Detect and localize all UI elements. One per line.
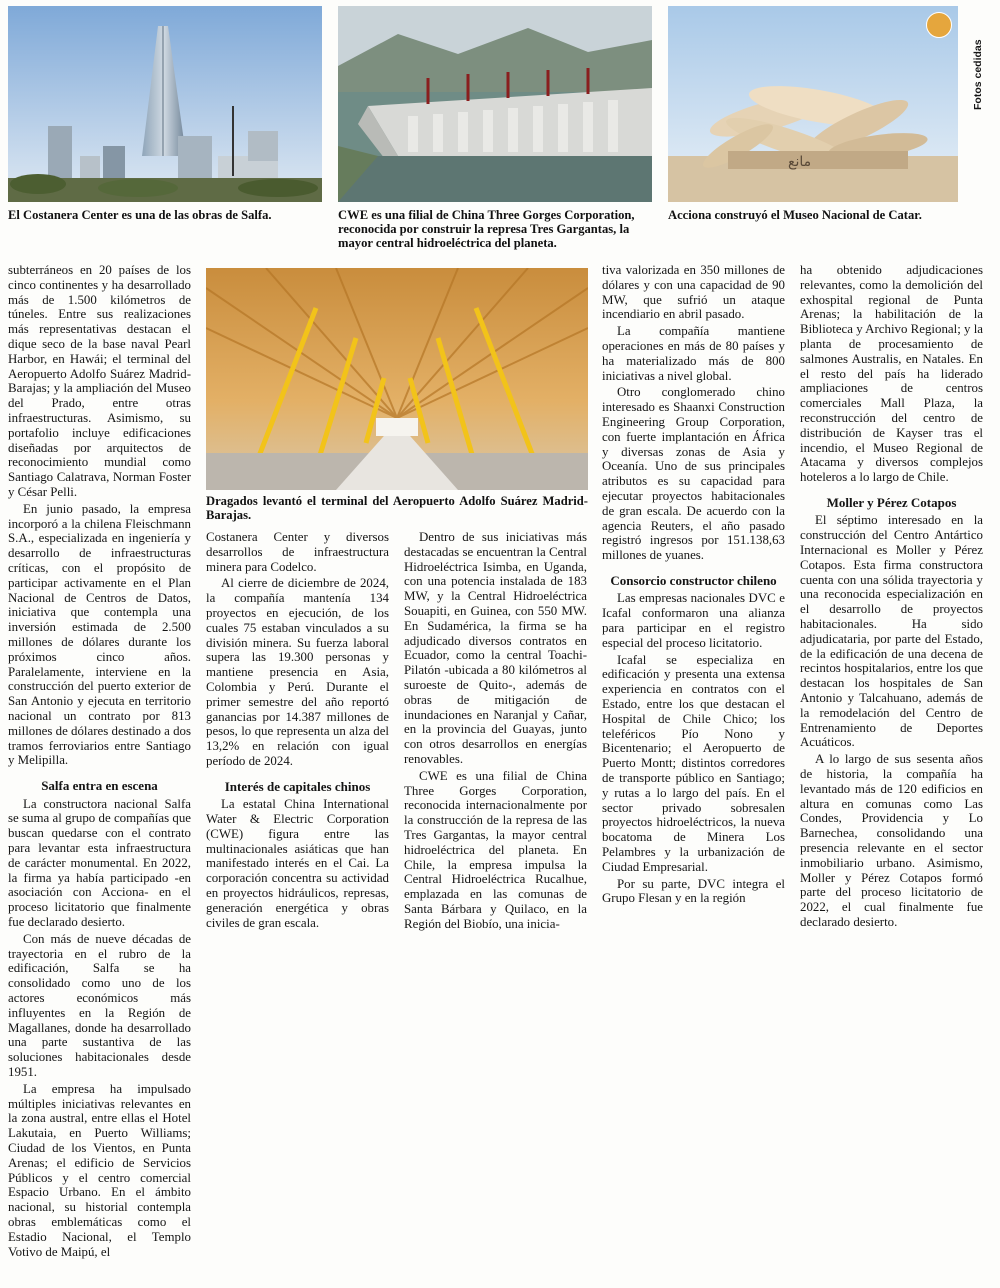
subhead-capitales-chinos: Interés de capitales chinos xyxy=(224,778,371,794)
subhead-moller: Moller y Pérez Cotapos xyxy=(826,494,957,510)
col3-paragraph: CWE es una filial de China Three Gorges Corporation, reconocida internacionalmente por la construcción de la represa de las Tres Gargantas, la mayor central hidroeléctrica del planeta. En Chile, la empresa impulsa la Central Hidroeléctrica Rucalhue, emplazada en las comunas de Santa Bárbara y Quilaco, en la Región del Biobío, una inicia- xyxy=(404,768,587,931)
col2-paragraph: Al cierre de diciembre de 2024, la compañía mantenía 134 proyectos en ejecución, de los cuales 75 estaban vinculados a su división minera. Su fuerza laboral supera las 19.300 personas y mantiene presencia en Asia, Colombia y Perú. Durante el primer semestre del año reportó ganancias por 14.387 millones de pesos, lo que representa un alza del 13,2% en relación con igual período de 2024. xyxy=(206,576,389,768)
subhead-salfa: Salfa entra en escena xyxy=(41,778,158,794)
watermark-logo xyxy=(926,12,952,38)
photo-credit: Fotos cedidas xyxy=(972,39,984,110)
col1-paragraph: En junio pasado, la empresa incorporó a la chilena Fleischmann S.A., especializada en ingeniería y desarrollo de infraestructuras críticas, con el propósito de participar activamente en el Plan Nacional de Centros de Datos, iniciativa que contempla una inversión estimada de 2.500 millones de dólares durante los próximos cinco años. Paralelamente, interviene en la construcción del puerto exterior de San Antonio y ejecuta en territorio nacional un contrato por 813 millones de dólares destinado a dos tramos ferroviarios entre Santiago y Melipilla. xyxy=(8,501,191,768)
col2-paragraph: Costanera Center y diversos desarrollos de infraestructura minera para Codelco. xyxy=(206,530,389,574)
col1-paragraph: La empresa ha impulsado múltiples iniciativas relevantes en la zona austral, entre ellas el Hotel Lakutaia, en Puerto Williams; Ciudad de los Vientos, en Punta Arenas; el edificio de Servicios Públicos y el centro comercial Espacio Urbano. En el ámbito nacional, su historial contempla obras emblemáticas como el Estadio Nacional, el Templo Votivo de Maipú, el xyxy=(8,1081,191,1259)
col3-paragraph: Dentro de sus iniciativas más destacadas se encuentran la Central Hidroeléctrica Isimba, en Uganda, con una potencia instalada de 183 MW, y la Central Hidroeléctrica Souapiti, en Guinea, con 550 MW. En Sudamérica, la firma se ha adjudicado diversos contratos en Ecuador, como la central Toachi-Pilatón -ubicada a 80 kilómetros al suroeste de Quito-, además de obras de mitigación de inundaciones en Naranjal y Cañar, en la provincia del Guayas, junto con otros desarrollos en energías renovables. xyxy=(404,530,587,766)
col5-paragraph: ha obtenido adjudicaciones relevantes, como la demolición del exhospital regional de Punta Arenas; la habilitación de la Biblioteca y Archivo Regional; y la planta de procesamiento de salmones Australis, en Natales. En el resto del país ha liderado ampliaciones de centros comerciales Mall Plaza, la reconstrucción del centro de distribución de Kayser tras el incendio, el Museo Regional de Atacama y diversos complejos hoteleros a lo largo de Chile. xyxy=(800,263,983,485)
caption-tres-gargantas: CWE es una filial de China Three Gorges Corporation, reconocida por construir la represa Tres Gargantas, la mayor central hidroeléctrica del planeta. xyxy=(338,208,635,250)
caption-barajas: Dragados levantó el terminal del Aeropuerto Adolfo Suárez Madrid-Barajas. xyxy=(206,494,588,522)
col1-paragraph: subterráneos en 20 países de los cinco continentes y ha desarrollado más de 1.500 kilómetros de túneles. Entre sus realizaciones más representativas destacan el dique seco de la base naval Pearl Harbor, en Hawái; el terminal del Aeropuerto Adolfo Suárez Madrid-Barajas; y la ampliación del Museo del Prado, entre otras infraestructuras. Asimismo, su portafolio incluye edificaciones diseñadas por arquitectos de reconocimiento mundial como Santiago Calatrava, Norman Foster y César Pelli. xyxy=(8,263,191,499)
col4-paragraph: Las empresas nacionales DVC e Icafal conformaron una alianza para participar en el registro especial del proceso licitatorio. xyxy=(602,591,785,650)
col4-paragraph: La compañía mantiene operaciones en más de 80 países y ha materializado más de 800 iniciativas a nivel global. xyxy=(602,324,785,383)
arabic-signage: مانع xyxy=(788,154,812,170)
col4-paragraph: Icafal se especializa en edificación y presenta una extensa experiencia en contratos con el Estado, entre los que destacan el Hospital de Chile Chico; los teleféricos Pío Nono y Bicentenario; el Aeropuerto de Puerto Montt; distintos corredores de transporte público en Santiago; y rutas a lo largo del país. En el sector privado sobresalen proyectos hidroeléctricos, la nueva bocatoma de Minera Los Pelambres y la urbanización de Ciudad Empresarial. xyxy=(602,652,785,874)
column-5 xyxy=(800,263,983,1263)
col5-paragraph: A lo largo de sus sesenta años de historia, la compañía ha levantado más de 120 edificios en altura en comunas como Las Condes, Providencia y Lo Barnechea, consolidando una presencia relevante en el sector inmobiliario urbano. Asimismo, Moller y Pérez Cotapos formó parte del proceso licitatorio de 2022, el cual finalmente fue declarado desierto. xyxy=(800,752,983,929)
col1-paragraph: Con más de nueve décadas de trayectoria en el rubro de la edificación, Salfa se ha consolidado como uno de los actores económicos más influyentes en la Región de Magallanes, donde ha desarrollado una parte sustantiva de las soluciones habitacionales desde 1951. xyxy=(8,931,191,1079)
col4-paragraph: Por su parte, DVC integra el Grupo Flesan y en la región xyxy=(602,876,785,906)
photo-barajas xyxy=(206,268,588,490)
column-1 xyxy=(8,263,191,1285)
photo-museo-catar xyxy=(668,6,958,202)
col4-paragraph: tiva valorizada en 350 millones de dólares y con una capacidad de 90 MW, que sufrió un ataque incendiario en abril pasado. xyxy=(602,263,785,322)
column-4 xyxy=(602,263,785,1263)
col5-paragraph: El séptimo interesado en la construcción del Centro Antártico Internacional es Moller y Pérez Cotapos. Esta firma constructora cuenta con una sólida trayectoria y una reconocida especialización en el desarrollo de proyectos habitacionales. Ha sido adjudicataria, por parte del Estado, de la edificación de una decena de recintos hospitalarios, entre los que destacan los hospitales de San Antonio y Talcahuano, además de la remodelación del Centro de Entrenamiento de Deportes Acuáticos. xyxy=(800,513,983,750)
caption-museo-catar: Acciona construyó el Museo Nacional de Catar. xyxy=(668,208,922,222)
col4-paragraph: Otro conglomerado chino interesado es Shaanxi Construction Engineering Group Corporation, con fuerte implantación en África y diversas zonas de Asia y Oceanía. Uno de sus principales atributos es su capacidad para ejecutar proyectos habitacionales de gran escala. De acuerdo con la agencia Reuters, el año pasado registró ingresos por 151.138,63 millones de yuanes. xyxy=(602,385,785,563)
photo-costanera-center xyxy=(8,6,322,202)
caption-costanera: El Costanera Center es una de las obras de Salfa. xyxy=(8,208,272,222)
subhead-consorcio: Consorcio constructor chileno xyxy=(610,572,777,588)
col1-paragraph: La constructora nacional Salfa se suma al grupo de compañías que buscan quedarse con el contrato para levantar esta infraestructura de carácter monumental. En 2022, la firma ya había participado -en asociación con Acciona- en el proceso licitatorio que finalmente fue declarado desierto. xyxy=(8,796,191,929)
column-2 xyxy=(206,530,389,1230)
column-3 xyxy=(404,530,587,1230)
photo-tres-gargantas xyxy=(338,6,652,202)
col2-paragraph: La estatal China International Water & Electric Corporation (CWE) figura entre las multinacionales asiáticas que han manifestado interés en el Cai. La corporación concentra su actividad en proyectos hidráulicos, represas, generación energética y obras civiles de gran escala. xyxy=(206,797,389,930)
